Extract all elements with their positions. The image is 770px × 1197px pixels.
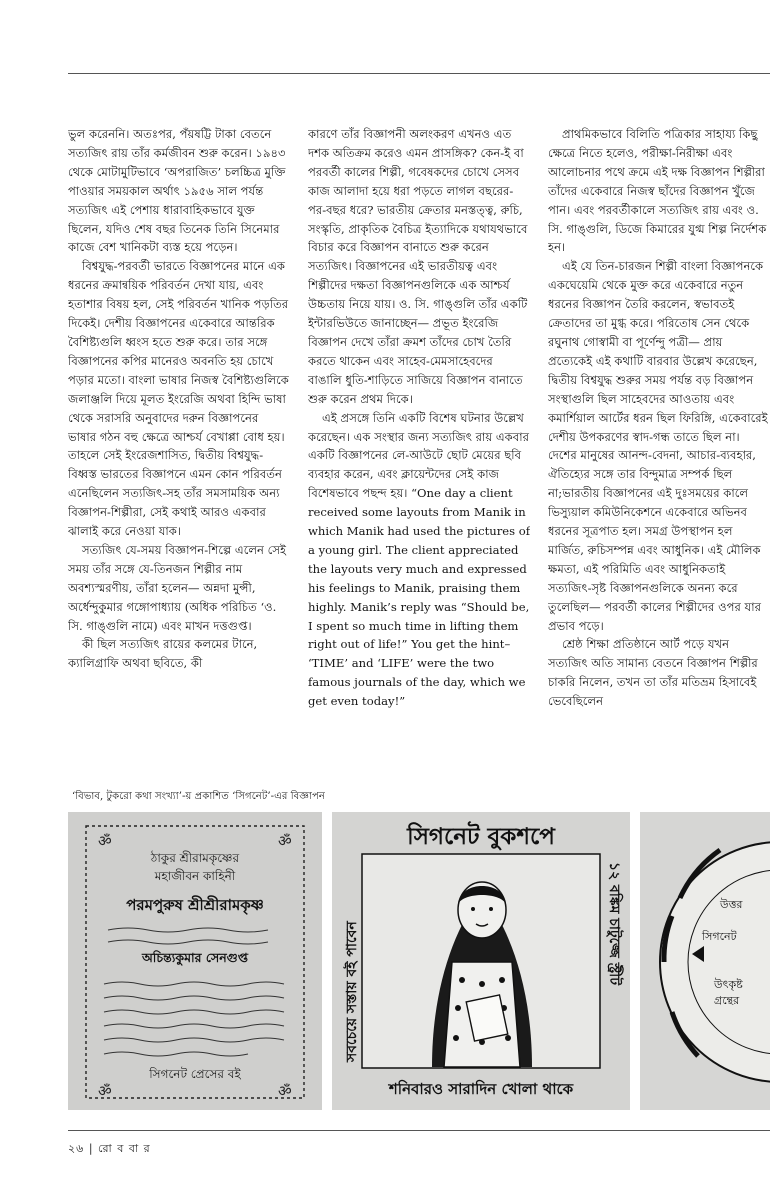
figure-caption: ‘বিভাব, টুকরো কথা সংখ্যা’-য় প্রকাশিত ‘সিগনেট’-এর বিজ্ঞাপন bbox=[72, 791, 325, 802]
ad3-fragment: উৎকৃষ্ট bbox=[714, 978, 743, 991]
article-body bbox=[68, 125, 770, 765]
ad1-line: ঠাকুর শ্রীরামকৃষ্ণের bbox=[150, 851, 240, 865]
ad1-line: মহাজীবন কাহিনী bbox=[154, 869, 236, 883]
paragraph: কী ছিল সত্যজিৎ রায়ের কলমের টানে, ক্যালিগ্রাফি অথবা ছবিতে, কী bbox=[68, 637, 258, 671]
paragraph: বিশ্বযুদ্ধ-পরবর্তী ভারতে বিজ্ঞাপনের মানে এক ধরনের ক্রমান্বয়িক পরিবর্তন দেখা যায়, এবং হতাশার বিষয় হল, সেই পরিবর্তন খানিক পড়তির দিকেই। দেশীয় বিজ্ঞাপনের একেবারে আন্তরিক বৈশিষ্ট্যগুলি ধ্বংস হতে শুরু করে। তার সঙ্গে বিজ্ঞাপনের কপির মানেরও অবনতি হয় চোখে পড়ার মতো। বাংলা ভাষার নিজস্ব বৈশিষ্ট্যগুলিকে জলাঞ্জলি দিয়ে মূলত ইংরেজি অথবা হিন্দি ভাষা থেকে সরাসরি অনুবাদের দরুন বিজ্ঞাপনের ভাষার গঠন বহু ক্ষেত্রে আশ্চর্য বেখাপ্পা বোধ হয়। তাহলে সেই ইংরেজশাসিত, দ্বিতীয় বিশ্বযুদ্ধ-বিধ্বস্ত ভারতের বিজ্ঞাপনে এমন কোন পরিবর্তন এনেছিলেন সত্যজিৎ-সহ তাঁর সমসাময়িক অন্য বিজ্ঞাপন-শিল্পীরা, সেই কথাই আরও একবার ঝালাই করে নেওয়া যাক। bbox=[68, 259, 289, 539]
ad2-footer: শনিবারও সারাদিন খোলা থাকে bbox=[388, 1080, 574, 1098]
om-motif: ॐ bbox=[278, 832, 292, 850]
paragraph: এই যে তিন-চারজন শিল্পী বাংলা বিজ্ঞাপনকে একঘেয়েমি থেকে মুক্ত করে একেবারে নতুন ধরনের বিজ্ঞাপন তৈরি করলেন, স্বভাবতই ক্রেতাদের তা মুগ্ধ করে। পরিতোষ সেন থেকে রঘুনাথ গোস্বামী বা পূর্ণেন্দু পত্রী— প্রায় প্রত্যেকেই এই কথাটি বারবার উল্লেখ করেছেন, দ্বিতীয় বিশ্বযুদ্ধ শুরুর সময় পর্যন্ত বড় বিজ্ঞাপন সংস্থাগুলি ছিল সাহেবদের আওতায় এবং কমার্শিয়াল আর্টের ধরন ছিল ফিরিঙ্গি, একেবারেই দেশীয় উপকরণের স্বাদ-গন্ধ তাতে ছিল না। দেশের মানুষের আনন্দ-বেদনা, আচার-ব্যবহার, ঐতিহ্যের সঙ্গে তার বিন্দুমাত্র সম্পর্ক ছিল না;ভারতীয় বিজ্ঞাপনের এই দুঃসময়ের কালে ভিস্যুয়াল কমিউনিকেশনে একেবারে অভিনব ধরনের সূত্রপাত হল। সমগ্র উপস্থাপন হল মার্জিত, রুচিসম্পন্ন এবং আধুনিক। এই মৌলিক ক্ষমতা, এই পরিমিতি এবং আধুনিকতাই সত্যজিৎ-সৃষ্ট বিজ্ঞাপনগুলিকে অনন্য করে তুলেছিল— পরবর্তী কালের শিল্পীদের ওপর যার প্রভাব পড়ে। bbox=[548, 259, 768, 633]
om-motif: ॐ bbox=[278, 1082, 292, 1100]
paragraph: সত্যজিৎ যে-সময় বিজ্ঞাপন-শিল্পে এলেন সেই সময় তাঁর সঙ্গে যে-তিনজন শিল্পীর নাম অবশ্যস্মরণীয়, তাঁরা হলেন— অন্নদা মুন্সী, অর্ধেন্দুকুমার গঙ্গোপাধ্যায় (অধিক পরিচিত ‘ও. সি. গাঙ্গুলি নামে) এবং মাখন দত্তগুপ্ত। bbox=[68, 542, 287, 633]
ad-signet-artwork bbox=[332, 812, 630, 1110]
om-motif: ॐ bbox=[98, 1082, 112, 1100]
folio-separator: | bbox=[88, 1142, 94, 1155]
advertisement-signet-bookshop bbox=[332, 812, 630, 1110]
page-folio bbox=[68, 1140, 151, 1159]
article-column-2 bbox=[308, 125, 530, 765]
ad3-fragment: সিগনেট bbox=[702, 930, 737, 943]
advertisement-book-ramakrishna bbox=[68, 812, 322, 1110]
paragraph: প্রাথমিকভাবে বিলিতি পত্রিকার সাহায্য কিছু ক্ষেত্রে নিতে হলেও, পরীক্ষা-নিরীক্ষা এবং আলোচনার পথে ক্রমে এই দক্ষ বিজ্ঞাপন শিল্পীরা তাঁদের একেবারে নিজস্ব ছাঁদের বিজ্ঞাপন খুঁজে পান। এবং পরবর্তীকালে সত্যজিৎ রায় এবং ও. সি. গাঙ্গুলি, ডিজে কিমারের যুগ্ম শিল্প নির্দেশক হন। bbox=[548, 127, 767, 255]
paragraph: ভুল করেননি। অতঃপর, পঁয়ষট্টি টাকা বেতনে সত্যজিৎ রায় তাঁর কর্মজীবন শুরু করেন। ১৯৪৩ থেকে মোটামুটিভাবে ‘অপরাজিত’ চলচ্চিত্র মুক্তি পাওয়ার সময়কাল অর্থাৎ ১৯৫৬ সাল পর্যন্ত সত্যজিৎ এই পেশায় ধারাবাহিকভাবে যুক্ত ছিলেন, যদিও শেষ বছর তিনেক তিনি সিনেমার কাজে বেশ খানিকটা ব্যস্ত হয়ে পড়েন। bbox=[68, 127, 286, 255]
ad2-headline: সিগনেট বুকশপে bbox=[407, 823, 555, 850]
paragraph: এই প্রসঙ্গে তিনি একটি বিশেষ ঘটনার উল্লেখ করেছেন। এক সংস্থার জন্য সত্যজিৎ রায় একবার একটি বিজ্ঞাপনের লে-আউটে ছোট মেয়ের ছবি ব্যবহার করেন, এবং ক্লায়েন্টদের সেই কাজ বিশেষভাবে পছন্দ হয়। “One day a client received some layouts from Manik in which Manik had used the pictures of a young girl. The client appreciated the layouts very much and expressed his feelings to Manik, praising them highly. Manik’s reply was “Should be, I spent so much time in lifting them right out of life!” You get the hint– ‘TIME’ and ‘LIFE’ were the two famous journals of the day, which we get even today!” bbox=[308, 410, 530, 709]
ad3-fragment: উত্তর bbox=[720, 898, 743, 911]
ad3-fragment: গ্রন্থের bbox=[714, 994, 740, 1007]
top-rule bbox=[68, 73, 770, 74]
article-column-3 bbox=[548, 125, 770, 765]
ad2-side-right: ১২ বঙ্কিম চাটুজ্জে স্ট্রীট bbox=[606, 862, 622, 985]
ad-circular-artwork bbox=[640, 812, 770, 1110]
bottom-rule bbox=[68, 1130, 770, 1131]
ad1-publisher: সিগনেট প্রেসের বই bbox=[149, 1067, 241, 1081]
page-number: ২৬ bbox=[68, 1142, 85, 1155]
ad2-side-left: সবচেয়ে সস্তায় বই পাবেন bbox=[344, 921, 360, 1062]
paragraph: কারণে তাঁর বিজ্ঞাপনী অলংকরণ এখনও এত দশক অতিক্রম করেও এমন প্রাসঙ্গিক? কেন-ই বা পরবর্তী কালের শিল্পী, গবেষকদের চোখে সেসব কাজ আলাদা হয়ে ধরা পড়তে লাগল বছরের-পর-বছর ধরে? ভারতীয় ক্রেতার মনস্তত্ত্ব, রুচি, সংস্কৃতি, প্রাকৃতিক বৈচিত্র ইত্যাদিকে যথাযথভাবে বিচার করে বিজ্ঞাপন বানাতে শুরু করেন সত্যজিৎ। বিজ্ঞাপনের এই ভারতীয়ত্ব এবং শিল্পীদের দক্ষতা বিজ্ঞাপনগুলিকে এক আশ্চর্য উচ্চতায় নিয়ে যায়। ও. সি. গাঙ্গুলি তাঁর একটি ইন্টারভিউতে জানাচ্ছেন— প্রভূত ইংরেজি বিজ্ঞাপন দেখে তাঁরা ক্রমশ তাঁদের চোখ তৈরি করতে থাকেন এবং সাহেব-মেমসাহেবদের বাঙালি ধুতি-শাড়িতে সাজিয়ে বিজ্ঞাপন বানাতে শুরু করেন প্রথম দিকে। bbox=[308, 127, 528, 406]
article-column-1 bbox=[68, 125, 290, 765]
ad1-author: অচিন্ত্যকুমার সেনগুপ্ত bbox=[141, 950, 249, 965]
advertisement-signet-circular bbox=[640, 812, 770, 1110]
om-motif: ॐ bbox=[98, 832, 112, 850]
ad-ramakrishna-artwork bbox=[68, 812, 322, 1110]
ad1-title: পরমপুরুষ শ্রীশ্রীরামকৃষ্ণ bbox=[126, 896, 264, 914]
section-name: রো ব বা র bbox=[98, 1142, 151, 1155]
paragraph: শ্রেষ্ঠ শিক্ষা প্রতিষ্ঠানে আর্ট পড়ে যখন সত্যজিৎ অতি সামান্য বেতনে বিজ্ঞাপন শিল্পীর চাকরি নিলেন, তখন তা তাঁর মতিভ্রম হিসাবেই ভেবেছিলেন bbox=[548, 637, 758, 709]
